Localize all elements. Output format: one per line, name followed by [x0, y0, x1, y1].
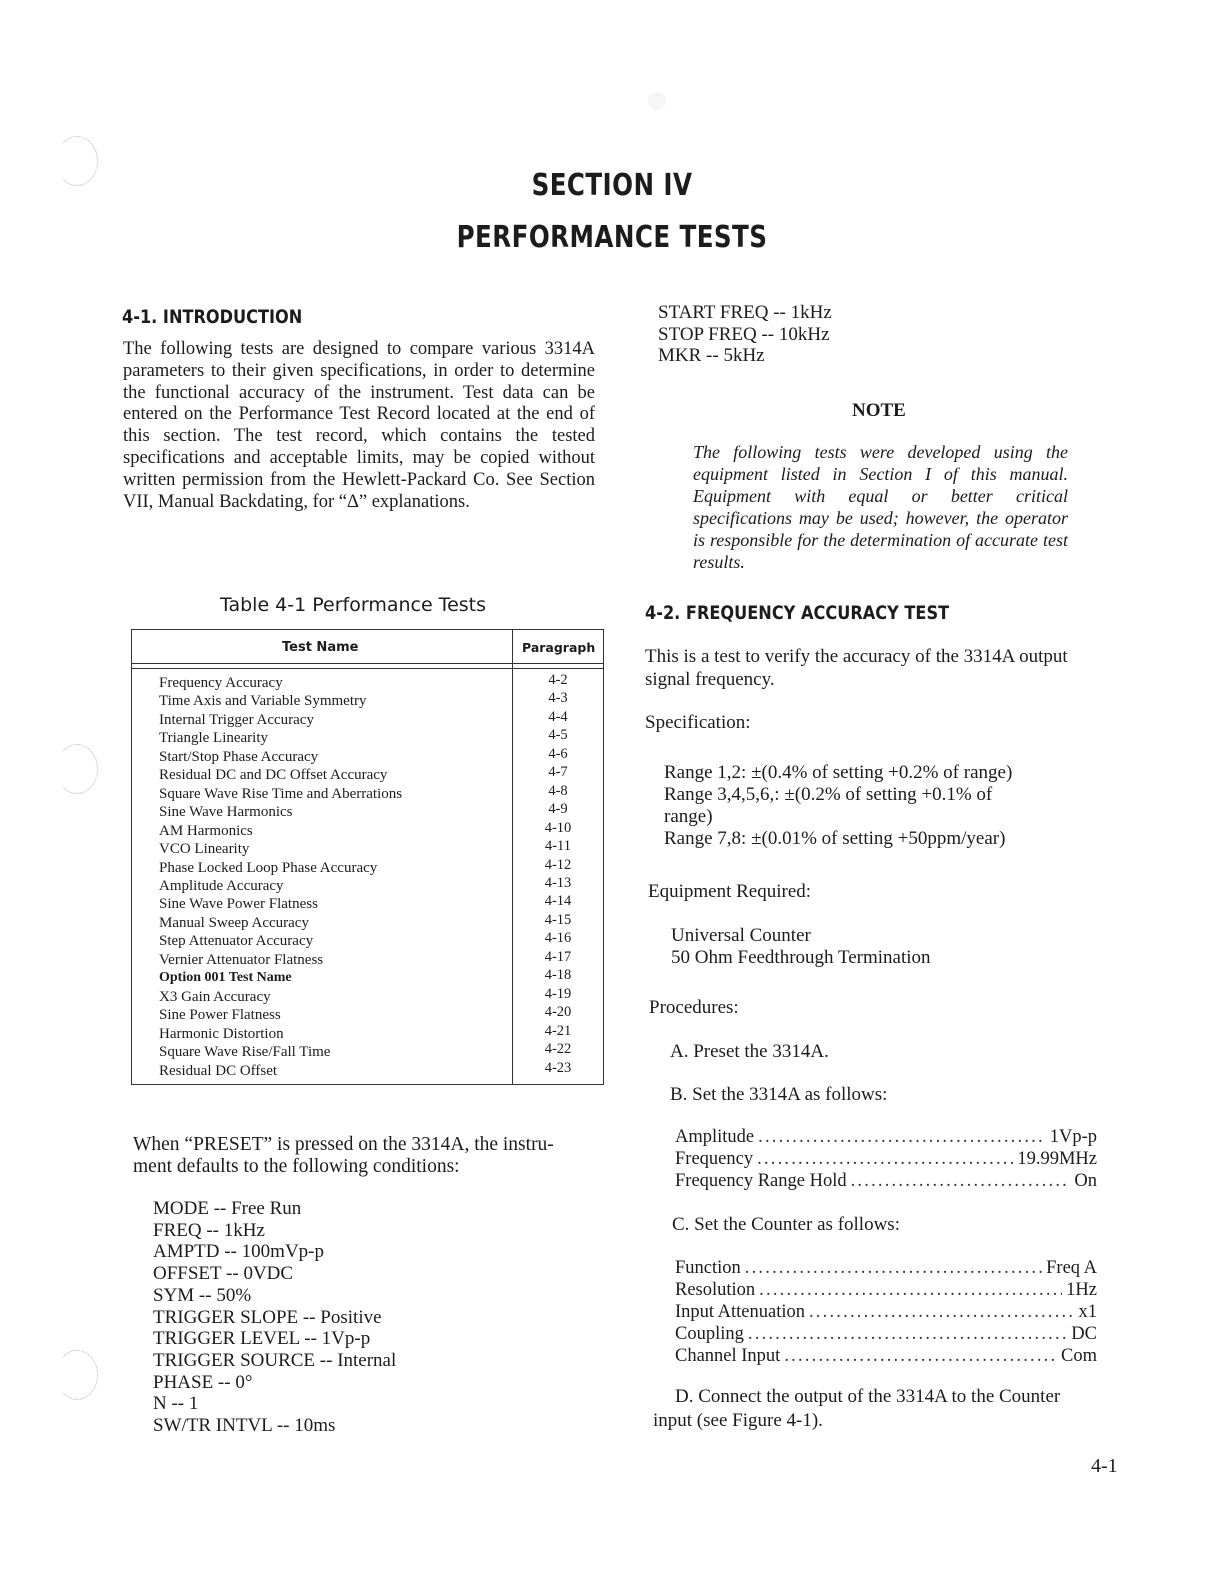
table-row-test-name: Phase Locked Loop Phase Accuracy [159, 859, 378, 876]
table-row-paragraph: 4-7 [548, 764, 568, 781]
table-row-paragraph: 4-15 [544, 911, 572, 928]
table-row-paragraph: 4-20 [544, 1004, 572, 1021]
preset-condition: MKR -- 5kHz [658, 345, 765, 367]
table-row-test-name: Square Wave Rise Time and Aberrations [159, 785, 403, 802]
table-row-test-name: Time Axis and Variable Symmetry [159, 693, 367, 710]
setting-value: 19.99MHz [1017, 1149, 1097, 1169]
table-row-paragraph: 4-9 [548, 801, 568, 818]
table-row-test-name: Triangle Linearity [159, 730, 269, 747]
leader-dots [758, 1126, 1046, 1148]
setting-label: Resolution [675, 1280, 756, 1300]
setting-row [675, 1148, 1097, 1170]
step-d-line-2: input (see Figure 4-1). [653, 1410, 823, 1431]
table-title: Table 4-1 Performance Tests [220, 594, 486, 616]
table-row-paragraph: 4-10 [544, 819, 572, 836]
table-row-paragraph: 4-22 [544, 1041, 572, 1058]
equipment-item: 50 Ohm Feedthrough Termination [671, 947, 931, 968]
leader-dots [759, 1279, 1062, 1301]
table-header-test-name: Test Name [282, 640, 359, 655]
preset-condition: MODE -- Free Run [153, 1198, 302, 1219]
table-row-test-name: X3 Gain Accuracy [159, 988, 271, 1005]
frequency-test-description: This is a test to verify the accuracy of the 3314A output signal frequency. [645, 646, 1068, 690]
step-a: A. Preset the 3314A. [670, 1041, 829, 1062]
leader-dots [851, 1170, 1071, 1192]
equipment-label: Equipment Required: [648, 881, 812, 902]
scan-smudge [648, 92, 666, 110]
procedures-label: Procedures: [649, 997, 739, 1018]
table-row-test-name: Sine Wave Harmonics [159, 804, 293, 821]
table-row-test-name: Option 001 Test Name [159, 970, 292, 986]
table-row-paragraph: 4-12 [544, 856, 572, 873]
table-row-test-name: Sine Power Flatness [159, 1007, 281, 1024]
table-row-test-name: Harmonic Distortion [159, 1025, 284, 1042]
preset-condition: OFFSET -- 0VDC [153, 1263, 294, 1285]
preset-condition: TRIGGER LEVEL -- 1Vp-p [153, 1328, 371, 1350]
equipment-item: Universal Counter [671, 925, 811, 946]
table-row-test-name: Sine Wave Power Flatness [159, 896, 318, 913]
table-row-paragraph: 4-8 [548, 782, 568, 799]
setting-row [675, 1301, 1097, 1323]
table-row-paragraph: 4-3 [548, 690, 568, 707]
binder-hole-mark [56, 136, 98, 186]
binder-hole-mark [56, 744, 98, 794]
table-row-paragraph: 4-16 [544, 930, 572, 947]
setting-label: Channel Input [675, 1346, 781, 1366]
intro-paragraph: The following tests are designed to compare various 3314A parameters to their given specifications, in order to determine the functional accuracy of the instrument. Test data can be entered on the Performance Test Record located at the end of this section. The test record, which contains the tested specifications and acceptable limits, may be copied without written permission from the Hewlett-Packard Co. See Section VII, Manual Backdating, for “Δ” explanations. [123, 339, 595, 512]
table-row-test-name: Amplitude Accuracy [159, 877, 284, 894]
setting-value: DC [1071, 1324, 1097, 1344]
setting-row [675, 1345, 1097, 1367]
preset-conditions-list [153, 1198, 396, 1437]
specification-line: Range 7,8: ±(0.01% of setting +50ppm/year) [664, 828, 1006, 849]
table-header-paragraph: Paragraph [522, 640, 596, 655]
preset-condition: TRIGGER SOURCE -- Internal [153, 1349, 397, 1371]
table-row-paragraph: 4-4 [548, 708, 568, 725]
setting-value: Com [1061, 1346, 1097, 1366]
setting-row [675, 1279, 1097, 1301]
leader-dots [809, 1301, 1075, 1323]
setting-value: On [1074, 1171, 1097, 1191]
preset-condition: N -- 1 [153, 1393, 199, 1415]
binder-hole-mark [56, 1350, 98, 1400]
setting-row [675, 1126, 1097, 1148]
table-row-paragraph: 4-18 [544, 967, 572, 984]
table-row-test-name: Internal Trigger Accuracy [159, 711, 314, 728]
preset-text-line-1: When “PRESET” is pressed on the 3314A, the instru- [133, 1134, 554, 1155]
note-title: NOTE [852, 400, 906, 421]
table-row-test-name: Residual DC and DC Offset Accuracy [159, 767, 388, 784]
performance-tests-table [131, 629, 604, 1085]
table-row-test-name: Manual Sweep Accuracy [159, 914, 309, 931]
setting-label: Input Attenuation [675, 1302, 805, 1322]
leader-dots [784, 1345, 1057, 1367]
preset-condition: AMPTD -- 100mVp-p [153, 1241, 324, 1263]
section-subtitle: PERFORMANCE TESTS [456, 220, 768, 255]
table-row-paragraph: 4-14 [544, 893, 572, 910]
section-title: SECTION IV [531, 168, 693, 203]
specification-line: Range 1,2: ±(0.4% of setting +0.2% of range) [664, 762, 1013, 783]
preset-condition: FREQ -- 1kHz [153, 1219, 265, 1241]
specification-label: Specification: [645, 712, 751, 733]
setting-row [675, 1323, 1097, 1345]
table-row-paragraph: 4-21 [544, 1022, 572, 1039]
setting-label: Function [675, 1258, 741, 1278]
intro-heading: 4-1. INTRODUCTION [122, 306, 303, 328]
setting-label: Frequency Range Hold [675, 1171, 847, 1191]
setting-value: 1Vp-p [1049, 1127, 1097, 1147]
frequency-test-heading: 4-2. FREQUENCY ACCURACY TEST [645, 602, 950, 624]
step-c: C. Set the Counter as follows: [672, 1214, 900, 1235]
table-row-test-name: Start/Stop Phase Accuracy [159, 748, 319, 765]
page-number: 4-1 [1091, 1455, 1118, 1477]
table-row-paragraph: 4-17 [544, 948, 572, 965]
table-row-paragraph: 4-23 [544, 1059, 572, 1076]
table-row-paragraph: 4-19 [544, 985, 572, 1002]
preset-conditions-continued [658, 302, 832, 367]
specification-list [664, 762, 1012, 850]
specification-line: Range 3,4,5,6,: ±(0.2% of setting +0.1% of [664, 784, 993, 805]
setting-label: Coupling [675, 1324, 744, 1344]
setting-value: x1 [1078, 1302, 1097, 1322]
table-row-paragraph: 4-11 [544, 838, 572, 855]
paragraph-column [512, 671, 604, 1077]
setting-row [675, 1170, 1097, 1192]
table-row-test-name: Vernier Attenuator Flatness [159, 951, 324, 968]
table-row-test-name: Frequency Accuracy [159, 675, 283, 691]
setting-value: 1Hz [1066, 1280, 1097, 1300]
leader-dots [745, 1257, 1042, 1279]
setting-label: Frequency [675, 1149, 754, 1169]
specification-line: range) [664, 806, 713, 827]
step-b: B. Set the 3314A as follows: [670, 1084, 888, 1105]
preset-text-line-2: ment defaults to the following conditions: [133, 1156, 460, 1177]
table-row-test-name: Residual DC Offset [159, 1062, 278, 1079]
table-row-paragraph: 4-2 [548, 672, 568, 688]
preset-condition: START FREQ -- 1kHz [658, 302, 832, 323]
setting-value: Freq A [1046, 1258, 1097, 1278]
preset-condition: PHASE -- 0° [153, 1371, 253, 1393]
table-row-paragraph: 4-5 [548, 727, 568, 744]
preset-condition: SW/TR INTVL -- 10ms [153, 1415, 336, 1437]
preset-condition: STOP FREQ -- 10kHz [658, 323, 830, 345]
preset-condition: TRIGGER SLOPE -- Positive [153, 1306, 382, 1328]
test-name-column [159, 674, 402, 1080]
table-row-paragraph: 4-6 [548, 745, 568, 762]
table-row-test-name: VCO Linearity [159, 841, 250, 858]
table-row-test-name: Step Attenuator Accuracy [159, 933, 314, 950]
step-d-line-1: D. Connect the output of the 3314A to the Counter [675, 1386, 1061, 1407]
leader-dots [757, 1148, 1013, 1170]
table-row-test-name: AM Harmonics [159, 822, 253, 839]
leader-dots [748, 1323, 1067, 1345]
setting-row [675, 1257, 1097, 1279]
note-text: The following tests were developed using the equipment listed in Section I of this manual. Equipment with equal or better critical specifications may be used; however, the operator is responsible for the determination of accurate test results. [693, 442, 1068, 572]
table-row-test-name: Square Wave Rise/Fall Time [159, 1044, 331, 1061]
setting-label: Amplitude [675, 1127, 755, 1147]
equipment-list [671, 925, 931, 969]
table-row-paragraph: 4-13 [544, 874, 572, 891]
preset-condition: SYM -- 50% [153, 1284, 252, 1306]
